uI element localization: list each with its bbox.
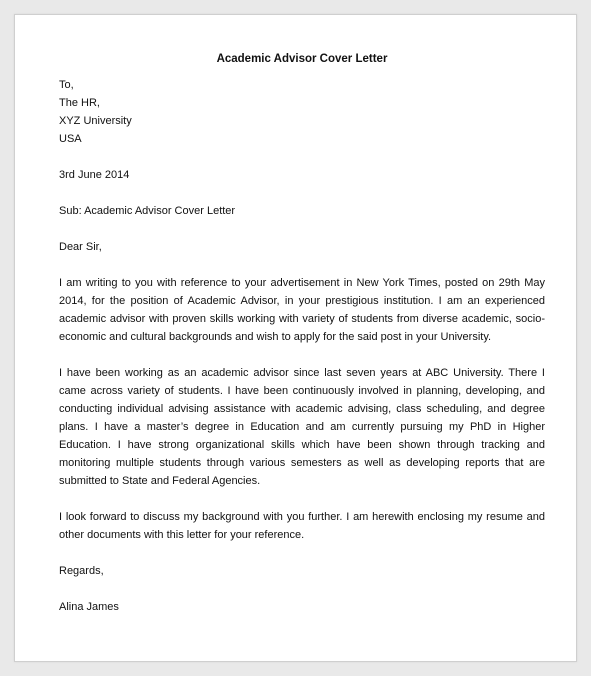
letter-closing: Regards, [59,565,104,577]
letter-body [59,50,545,616]
address-line: USA [59,133,82,145]
letter-date: 3rd June 2014 [59,169,130,181]
paragraph-1: I am writing to you with reference to your advertisement in New York Times, posted on 29th May 2014, for the position of Academic Advisor, in your prestigious institution. I am an experienced academic advisor with proven skills working with variety of students from diverse academic, socio-economic and cultural backgrounds and wish to apply for the said post in your University. [59,277,545,343]
recipient-address [59,76,545,148]
address-line: To, [59,79,74,91]
letter-signature: Alina James [59,601,119,613]
letter-title: Academic Advisor Cover Letter [216,53,388,65]
letter-salutation: Dear Sir, [59,241,102,253]
address-line: The HR, [59,97,100,109]
letter-subject: Sub: Academic Advisor Cover Letter [59,205,236,217]
paragraph-3: I look forward to discuss my background with you further. I am herewith enclosing my resume and other documents with this letter for your reference. [59,511,545,541]
paragraph-2: I have been working as an academic advisor since last seven years at ABC University. There I came across variety of students. I have been continuously involved in planning, developing, and conducting individual advising assistance with academic advising, class scheduling, and degree plans. I have a master’s degree in Education and am currently pursuing my PhD in Higher Education. I have strong organizational skills which have been shown through tracking and monitoring multiple students through various semesters as well as developing reports that are submitted to State and Federal Agencies. [59,367,545,487]
address-line: XYZ University [59,115,132,127]
document-page [14,14,577,662]
